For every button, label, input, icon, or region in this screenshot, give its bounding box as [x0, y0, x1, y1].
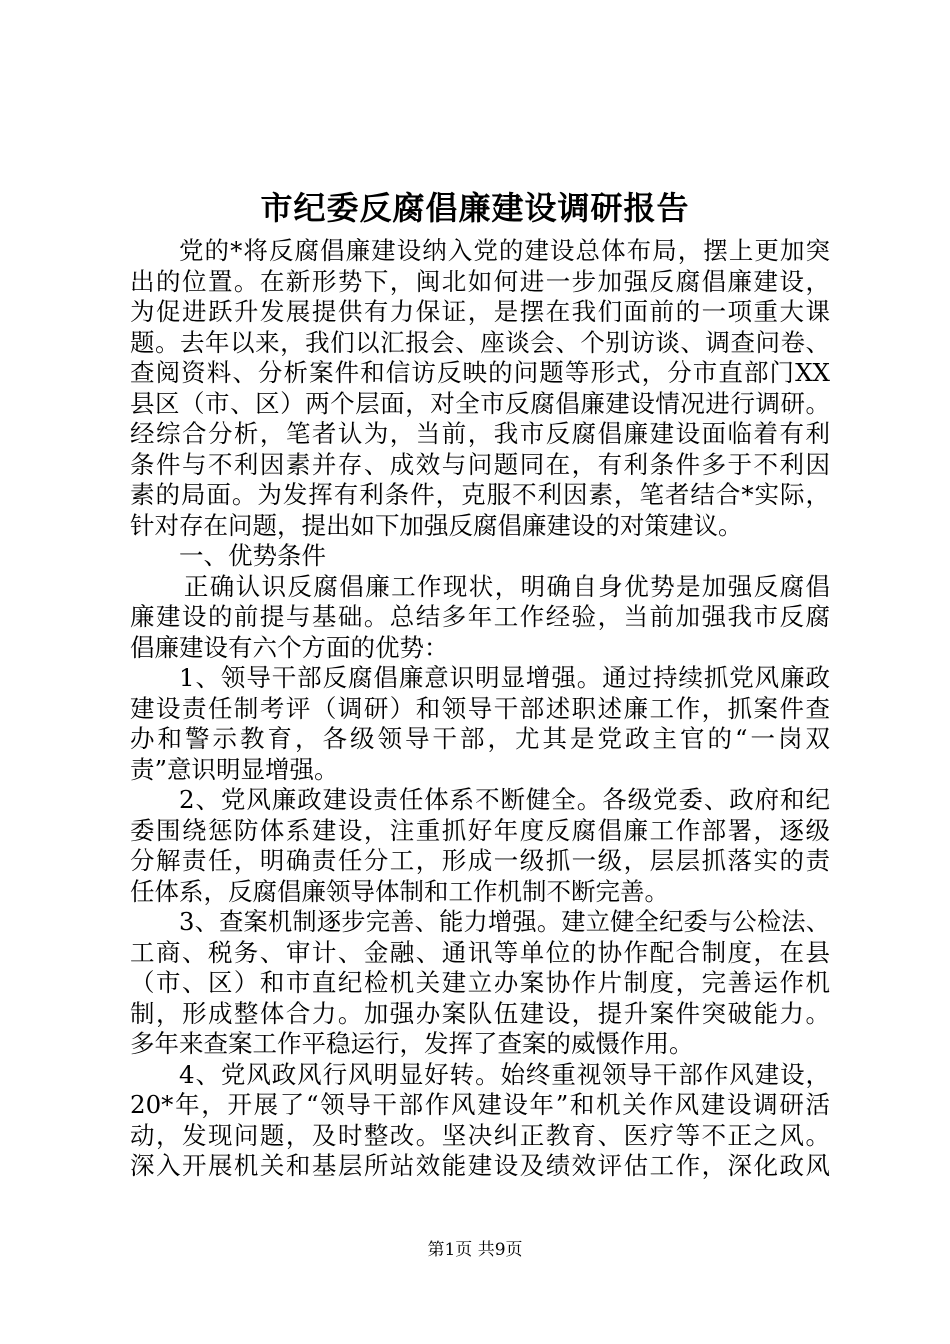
document-body — [130, 236, 830, 1182]
text-line: 制，形成整体合力。加强办案队伍建设，提升案件突破能力。 — [130, 998, 830, 1028]
text-line: 任体系，反腐倡廉领导体制和工作机制不断完善。 — [130, 876, 669, 906]
text-line: 为促进跃升发展提供有力保证，是摆在我们面前的一项重大课 — [130, 297, 830, 326]
text-line: 党的*将反腐倡廉建设纳入党的建设总体布局，摆上更加突 — [179, 236, 830, 265]
text-line: 2、党风廉政建设责任体系不断健全。各级党委、政府和纪 — [179, 785, 830, 814]
text-line: 经综合分析，笔者认为，当前，我市反腐倡廉建设面临着有利 — [130, 419, 830, 448]
text-line: 4、党风政风行风明显好转。始终重视领导干部作风建设， — [179, 1059, 830, 1089]
text-line: 办和警示教育，各级领导干部，尤其是党政主官的“一岗双 — [130, 724, 830, 753]
text-line: 县区（市、区）两个层面，对全市反腐倡廉建设情况进行调研。 — [130, 388, 830, 418]
text-line: 倡廉建设有六个方面的优势： — [130, 632, 449, 662]
page-title: 市纪委反腐倡廉建设调研报告 — [260, 189, 690, 227]
text-line: 深入开展机关和基层所站效能建设及绩效评估工作，深化政风 — [130, 1151, 830, 1180]
text-line: 一、优势条件 — [179, 541, 326, 570]
text-line: 建设责任制考评（调研）和领导干部述职述廉工作，抓案件查 — [130, 693, 830, 723]
text-line: 工商、税务、审计、金融、通讯等单位的协作配合制度，在县 — [130, 937, 830, 967]
text-line: 分解责任，明确责任分工，形成一级抓一级，层层抓落实的责 — [130, 846, 830, 875]
text-line: 3、查案机制逐步完善、能力增强。建立健全纪委与公检法、 — [179, 907, 830, 936]
page-footer: 第1页 共9页 — [427, 1240, 523, 1260]
text-line: 查阅资料、分析案件和信访反映的问题等形式，分市直部门XX — [130, 358, 830, 387]
text-line: 正确认识反腐倡廉工作现状，明确自身优势是加强反腐倡 — [183, 571, 830, 601]
text-line: （市、区）和市直纪检机关建立办案协作片制度，完善运作机 — [130, 968, 830, 997]
text-line: 责”意识明显增强。 — [130, 754, 339, 784]
text-line: 20*年，开展了“领导干部作风建设年”和机关作风建设调研活 — [130, 1090, 830, 1119]
text-line: 出的位置。在新形势下，闽北如何进一步加强反腐倡廉建设， — [130, 266, 830, 296]
text-line: 1、领导干部反腐倡廉意识明显增强。通过持续抓党风廉政 — [179, 663, 830, 692]
text-line: 题。去年以来，我们以汇报会、座谈会、个别访谈、调查问卷、 — [130, 327, 830, 357]
text-line: 针对存在问题，提出如下加强反腐倡廉建设的对策建议。 — [130, 510, 743, 540]
text-line: 多年来查案工作平稳运行，发挥了查案的威慑作用。 — [130, 1029, 694, 1058]
text-line: 委围绕惩防体系建设，注重抓好年度反腐倡廉工作部署，逐级 — [130, 815, 830, 845]
text-line: 条件与不利因素并存、成效与问题同在，有利条件多于不利因 — [130, 449, 830, 479]
text-line: 素的局面。为发挥有利条件，克服不利因素，笔者结合*实际， — [130, 480, 830, 509]
text-line: 动，发现问题，及时整改。坚决纠正教育、医疗等不正之风。 — [130, 1120, 830, 1150]
text-line: 廉建设的前提与基础。总结多年工作经验，当前加强我市反腐 — [130, 602, 830, 631]
